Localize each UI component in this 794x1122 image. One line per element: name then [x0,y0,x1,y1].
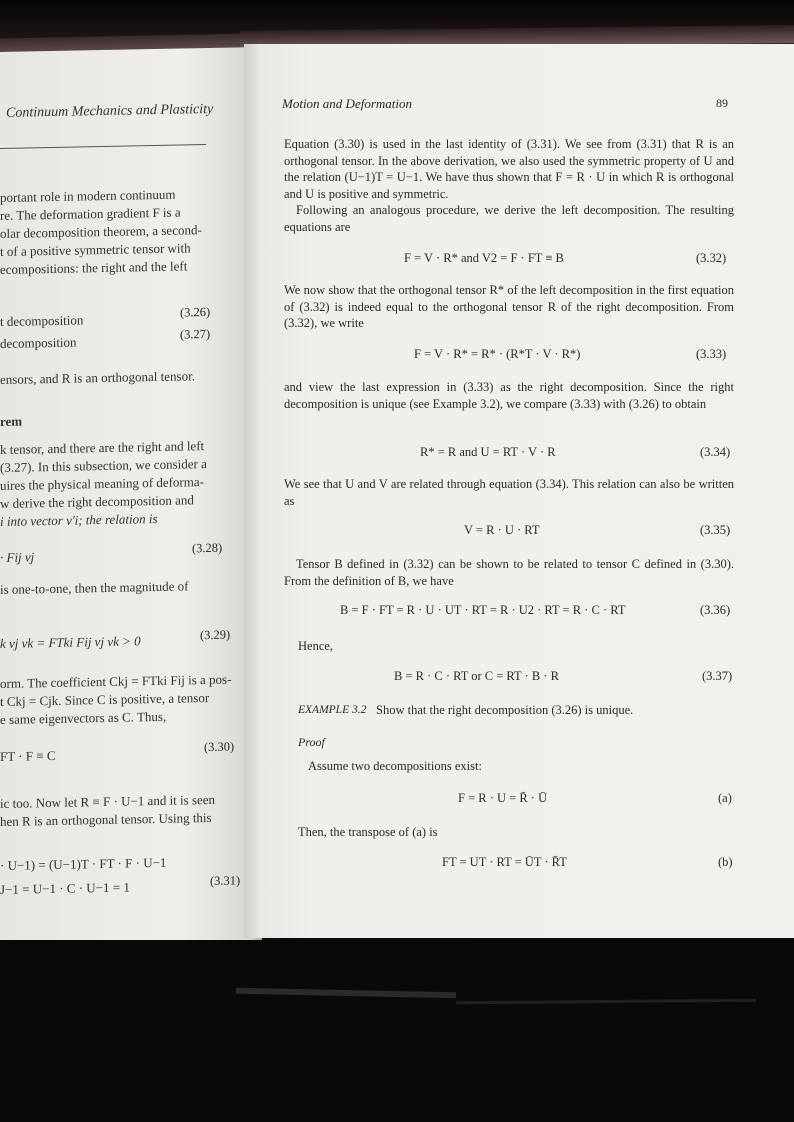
left-eq326-number: (3.26) [180,304,211,320]
left-para4-line: hen R is an orthogonal tensor. Using this [0,809,212,829]
left-para1-line: portant role in modern continuum [0,186,176,205]
left-eq327-text: decomposition [0,334,77,351]
right-running-head: Motion and Deformation [282,96,412,111]
hence-label: Hence, [298,639,334,653]
right-para4: and view the last expression in (3.33) as the right decomposition. Since the right decomposition is unique (see Example 3.2), we compare (3.33) with (3.26) to obtain [284,380,734,411]
left-para1-line: re. The deformation gradient F is a [0,204,181,223]
right-para3: We now show that the orthogonal tensor R* of the left decomposition in the first equation of (3.32) is indeed equal to the orthogonal tensor R of the right decomposition. From (3.32), we write [284,283,734,330]
right-para2: Following an analogous procedure, we derive the left decomposition. The resulting equations are [284,203,734,234]
equation-a-number: (a) [718,791,732,805]
equation-3-34-number: (3.34) [700,445,731,459]
left-para3-line: e same eigenvectors as C. Thus, [0,708,167,727]
then-line: Then, the transpose of (a) is [298,825,438,839]
left-oneone-line: is one-to-one, then the magnitude of [0,578,189,597]
left-para1-line: olar decomposition theorem, a second- [0,222,202,241]
left-eq331-line1: · U−1) = (U−1)T · FT · F · U−1 [0,854,167,873]
left-para4-line: ic too. Now let R ≡ F · U−1 and it is seen [0,791,216,811]
proof-line: Assume two decompositions exist: [308,759,482,773]
right-para6: Tensor B defined in (3.32) can be shown to be related to tensor C defined in (3.30). From the definition of B, we have [284,557,734,588]
equation-3-37-number: (3.37) [702,669,733,683]
left-head-rule [0,144,206,149]
bottom-background [0,940,794,1122]
equation-3-35: V = R · U · RT [464,523,540,537]
left-para2-line: k tensor, and there are the right and left [0,438,205,457]
left-para2-line: w derive the right decomposition and [0,492,194,511]
right-para1: Equation (3.30) is used in the last identity of (3.31). We see from (3.31) that R is an orthogonal tensor. In the above derivation, we also used the symmetric property of U and the relation (U−1)T = U−1. We have thus shown that F = R · U in which R is orthogonal and U is positive and symmetric. [284,137,734,201]
equation-3-32-number: (3.32) [696,251,727,265]
example-label: EXAMPLE 3.2 [298,704,367,716]
left-theorem-heading: rem [0,413,23,429]
left-eq327-number: (3.27) [180,326,211,342]
equation-3-35-number: (3.35) [700,523,731,537]
left-eq331-line2: J−1 = U−1 · C · U−1 = 1 [0,879,130,897]
right-page [244,44,794,938]
equation-3-34: R* = R and U = RT · V · R [420,445,556,459]
left-orth-line: ensors, and R is an orthogonal tensor. [0,368,195,387]
left-eq328-text: · Fij vj [0,549,35,565]
equation-b: FT = UT · RT = ŪT · R̄T [442,855,567,869]
left-para3-line: t Ckj = Cjk. Since C is positive, a tensor [0,689,210,709]
example-text: Show that the right decomposition (3.26) is unique. [376,703,634,717]
equation-3-33-number: (3.33) [696,347,727,361]
left-para3-line: orm. The coefficient Ckj = FTki Fij is a pos- [0,671,232,691]
equation-3-37: B = R · C · RT or C = RT · B · R [394,669,559,683]
equation-b-number: (b) [718,855,733,869]
equation-3-33: F = V · R* = R* · (R*T · V · R*) [414,347,581,361]
left-running-head: Continuum Mechanics and Plasticity [6,101,214,121]
left-para2-line: (3.27). In this subsection, we consider a [0,456,207,475]
equation-a: F = R · U = R̄ · Ū [458,791,548,805]
left-para1-line: t of a positive symmetric tensor with [0,240,191,259]
left-eq328-number: (3.28) [192,540,223,556]
equation-3-36-number: (3.36) [700,603,731,617]
equation-3-32: F = V · R* and V2 = F · FT ≡ B [404,251,564,265]
left-page [0,47,262,952]
left-eq330-text: FT · F ≡ C [0,747,56,764]
left-para2-line: i into vector v'i; the relation is [0,510,158,529]
page-number: 89 [716,96,728,110]
left-para1-line: ecompositions: the right and the left [0,258,188,277]
proof-label: Proof [298,735,325,749]
left-eq331-number: (3.31) [210,873,241,888]
left-para2-line: uires the physical meaning of deforma- [0,474,204,493]
left-eq330-number: (3.30) [204,739,235,755]
left-eq326-text: t decomposition [0,312,84,329]
left-eq329-number: (3.29) [200,627,231,643]
left-eq329-text: k vj vk = FTki Fij vj vk > 0 [0,633,141,651]
equation-3-36: B = F · FT = R · U · UT · RT = R · U2 · RT = R · C · RT [340,603,626,617]
right-para5: We see that U and V are related through equation (3.34). This relation can also be written as [284,477,734,508]
